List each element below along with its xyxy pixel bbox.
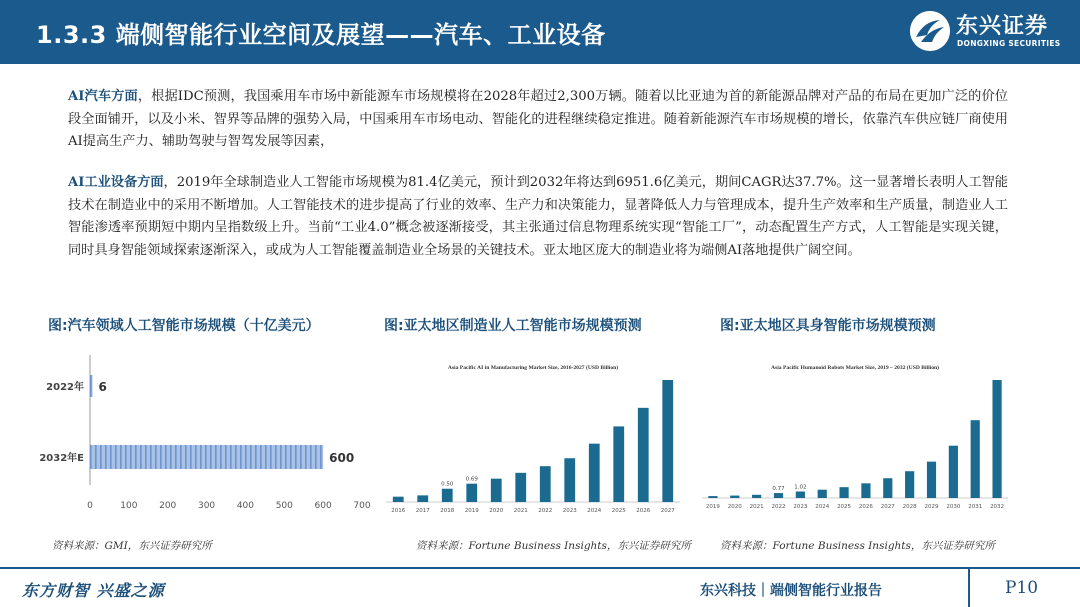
- bar: [515, 473, 526, 502]
- x-tick-label: 2017: [415, 508, 430, 514]
- category-label: 2032年E: [39, 453, 84, 464]
- figure-3-source: 资料来源：Fortune Business Insights，东兴证券研究所: [720, 540, 995, 552]
- x-tick-label: 2019: [464, 508, 479, 514]
- data-label: 0.69: [465, 476, 478, 483]
- data-label: 1.02: [794, 484, 807, 491]
- page-title: 1.3.3 端侧智能行业空间及展望——汽车、工业设备: [36, 21, 606, 49]
- x-tick-label: 2022: [771, 504, 786, 510]
- x-tick-label: 2032: [990, 504, 1005, 510]
- x-tick-label: 2023: [562, 508, 577, 514]
- category-label: 2022年: [46, 382, 84, 393]
- header-bar: [0, 0, 1080, 64]
- bar: [839, 487, 848, 498]
- bar: [861, 483, 870, 498]
- bar: [774, 493, 783, 498]
- bar: [949, 446, 958, 498]
- x-tick-label: 2016: [391, 508, 406, 514]
- bar: [491, 479, 502, 502]
- data-label: 0.77: [772, 486, 785, 493]
- logo-text-en: DONGXING SECURITIES: [957, 39, 1061, 48]
- figure-2-title: 图:亚太地区制造业人工智能市场规模预测: [384, 318, 642, 334]
- bar: [90, 445, 323, 469]
- bar: [589, 444, 600, 502]
- auto-ai-market-chart: [30, 345, 380, 520]
- bar: [883, 478, 892, 498]
- x-tick-label: 500: [275, 501, 293, 511]
- apac-humanoid-robots-chart: [700, 352, 1012, 520]
- x-tick-label: 2024: [587, 508, 602, 514]
- paragraph-body: ，根据IDC预测，我国乘用车市场中新能源车市场规模将在2028年超过2,300万辆。随着以比亚迪为首的新能源品牌对产品的布局在更加广泛的价位段全面铺开，以及小米、智界等品牌的强势入局，中国乘用车市场电动、智能化的进程继续稳定推进。随着新能源汽车市场规模的增长，依靠汽车供应链厂商使用AI提高生产力、辅助驾驶与智驾发展等因素，: [68, 89, 1008, 149]
- bar: [730, 496, 739, 498]
- bar: [927, 462, 936, 498]
- x-tick-label: 2020: [489, 508, 504, 514]
- x-tick-label: 2018: [440, 508, 455, 514]
- paragraph-industrial-ai: [68, 172, 1008, 262]
- x-tick-label: 2027: [880, 504, 895, 510]
- bar: [540, 466, 551, 502]
- x-tick-label: 700: [353, 501, 371, 511]
- bar: [564, 458, 575, 502]
- company-logo: [910, 9, 1060, 55]
- x-tick-label: 2019: [705, 504, 720, 510]
- bar: [971, 420, 980, 498]
- x-tick-label: 2020: [727, 504, 742, 510]
- bar: [613, 426, 624, 502]
- figure-1-title: 图:汽车领域人工智能市场规模（十亿美元）: [48, 318, 320, 334]
- x-tick-label: 600: [314, 501, 332, 511]
- bar: [708, 496, 717, 498]
- x-tick-label: 300: [197, 501, 216, 511]
- paragraph-lead: AI工业设备方面: [68, 175, 164, 190]
- paragraph-auto-ai: [68, 86, 1008, 154]
- footer-slogan: 东方财智 兴盛之源: [22, 581, 165, 600]
- chart-title: Asia Pacific Humanoid Robots Market Size, 2019 – 2032 (USD Billion): [771, 365, 939, 371]
- data-label: 6: [98, 380, 107, 394]
- x-tick-label: 2022: [538, 508, 553, 514]
- x-tick-label: 2025: [611, 508, 626, 514]
- chart-title: Asia Pacific AI in Manufacturing Market Size, 2016-2027 (USD Billion): [447, 365, 619, 371]
- page-number: P10: [1005, 578, 1039, 598]
- x-tick-label: 2021: [513, 508, 528, 514]
- figure-1-source: 资料来源：GMI，东兴证券研究所: [52, 540, 212, 552]
- x-tick-label: 2026: [858, 504, 873, 510]
- x-tick-label: 2031: [968, 504, 983, 510]
- x-tick-label: 2023: [793, 504, 808, 510]
- x-tick-label: 400: [236, 501, 255, 511]
- bar: [752, 495, 761, 498]
- x-tick-label: 2025: [837, 504, 852, 510]
- x-tick-label: 2030: [946, 504, 961, 510]
- x-tick-label: 2027: [660, 508, 675, 514]
- figure-2-source: 资料来源：Fortune Business Insights，东兴证券研究所: [416, 540, 691, 552]
- x-tick-label: 100: [120, 501, 138, 511]
- x-tick-label: 200: [159, 501, 177, 511]
- paragraph-body: ，2019年全球制造业人工智能市场规模为81.4亿美元，预计到2032年将达到6951.6亿美元，期间CAGR达37.7%。这一显著增长表明人工智能技术在制造业中的采用不断增加。人工智能技术的进步提高了行业的效率、生产力和决策能力，显著降低人力与管理成本，提升生产效率和生产质量，制造业人工智能渗透率预期短中期内呈指数级上升。当前“工业4.0”概念被逐渐接受，其主张通过信息物理系统实现“智能工厂”，动态配置生产方式，人工智能是实现关键，同时具身智能领域探索逐渐深入，或成为人工智能覆盖制造业全场景的关键技术。亚太地区庞大的制造业将为端侧AI落地提供广阔空间。: [68, 175, 1008, 258]
- paragraph-lead: AI汽车方面: [68, 89, 138, 104]
- logo-text-cn: 东兴证券: [956, 14, 1049, 39]
- x-tick-label: 2029: [924, 504, 939, 510]
- bar: [417, 495, 428, 502]
- bar: [662, 380, 673, 502]
- footer-divider: [0, 567, 1080, 569]
- bar: [90, 375, 93, 397]
- bar: [992, 380, 1001, 498]
- footer-report-name: 东兴科技｜端侧智能行业报告: [700, 583, 882, 599]
- bar: [818, 490, 827, 498]
- data-label: 600: [329, 451, 355, 465]
- bar: [442, 489, 453, 502]
- x-tick-label: 2021: [749, 504, 764, 510]
- bar: [905, 471, 914, 498]
- figure-3-title: 图:亚太地区具身智能市场规模预测: [720, 318, 936, 334]
- footer-separator: [968, 569, 970, 607]
- bar: [638, 408, 649, 502]
- x-tick-label: 2028: [902, 504, 917, 510]
- x-tick-label: 0: [87, 501, 93, 511]
- x-tick-label: 2026: [636, 508, 651, 514]
- bar: [796, 491, 805, 498]
- apac-manufacturing-ai-chart: [384, 352, 696, 520]
- logo-icon: [910, 11, 950, 51]
- data-label: 0.50: [441, 481, 454, 488]
- bar: [466, 484, 477, 502]
- bar: [393, 497, 404, 502]
- x-tick-label: 2024: [815, 504, 830, 510]
